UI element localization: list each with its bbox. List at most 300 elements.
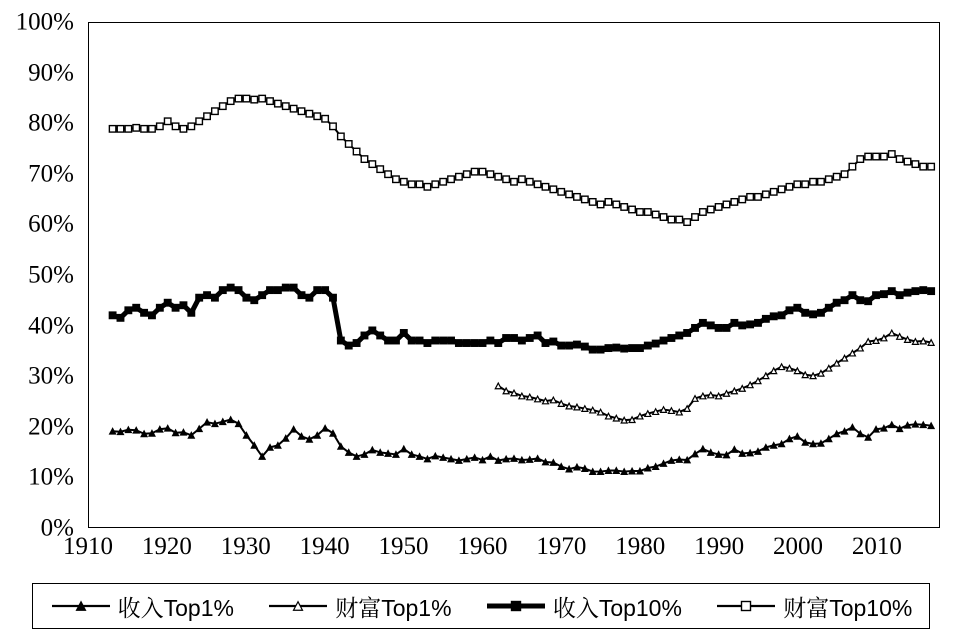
series-marker: [621, 469, 627, 475]
series-marker: [542, 340, 548, 346]
series-marker: [598, 469, 604, 475]
series-marker: [535, 456, 541, 462]
series-marker: [322, 116, 328, 122]
series-marker: [857, 297, 863, 303]
series-4: [109, 95, 934, 225]
series-line: [113, 99, 932, 222]
series-marker: [668, 408, 674, 414]
series-marker: [865, 298, 871, 304]
series-marker: [550, 397, 556, 403]
x-tick-label: 1960: [457, 533, 508, 560]
series-marker: [188, 310, 194, 316]
series-marker: [377, 450, 383, 456]
series-marker: [448, 456, 454, 462]
series-marker: [873, 292, 879, 298]
series-marker: [928, 163, 934, 169]
series-marker: [590, 469, 596, 475]
series-marker: [275, 287, 281, 293]
x-tick-label: 1930: [220, 533, 271, 560]
series-marker: [212, 294, 218, 300]
legend-item-label: 财富Top1%: [335, 594, 452, 621]
series-marker: [731, 388, 737, 394]
series-marker: [511, 335, 517, 341]
series-marker: [763, 445, 769, 451]
series-marker: [141, 126, 147, 132]
series-marker: [165, 425, 171, 431]
series-marker: [589, 346, 595, 352]
series-marker: [227, 284, 233, 290]
series-marker: [401, 330, 407, 336]
y-tick-label: 100%: [15, 8, 74, 36]
series-marker: [432, 181, 438, 187]
series-marker: [660, 337, 666, 343]
series-marker: [700, 393, 706, 399]
series-marker: [637, 345, 643, 351]
series-marker: [849, 163, 855, 169]
series-marker: [456, 173, 462, 179]
series-marker: [849, 292, 855, 298]
series-marker: [377, 166, 383, 172]
series-marker: [503, 176, 509, 182]
series-marker: [558, 342, 564, 348]
series-marker: [464, 456, 470, 462]
x-tick-label: 1910: [63, 533, 113, 560]
series-marker: [613, 468, 619, 474]
series-marker: [629, 468, 635, 474]
x-tick-label: 2000: [773, 533, 823, 560]
series-marker: [668, 458, 674, 464]
series-marker: [621, 417, 627, 423]
series-marker: [700, 320, 706, 326]
series-marker: [133, 125, 139, 131]
series-marker: [330, 123, 336, 129]
legend-item-2[interactable]: [267, 590, 451, 623]
series-marker: [873, 153, 879, 159]
x-tick-label: 1920: [141, 533, 192, 560]
series-marker: [235, 287, 241, 293]
series-marker: [133, 305, 139, 311]
series-marker: [794, 305, 800, 311]
series-marker: [495, 173, 501, 179]
series-marker: [416, 337, 422, 343]
series-marker: [550, 460, 556, 466]
series-marker: [723, 325, 729, 331]
series-marker: [220, 419, 226, 425]
series-marker: [912, 421, 918, 427]
series-marker: [440, 179, 446, 185]
series-marker: [786, 184, 792, 190]
series-marker: [440, 337, 446, 343]
series-marker: [385, 337, 391, 343]
series-marker: [896, 292, 902, 298]
series-marker: [110, 428, 116, 434]
series-marker: [653, 409, 659, 415]
series-marker: [755, 194, 761, 200]
series-marker: [629, 206, 635, 212]
series-marker: [534, 181, 540, 187]
legend-item-1[interactable]: [50, 590, 234, 623]
series-marker: [196, 118, 202, 124]
series-marker: [645, 209, 651, 215]
series-marker: [275, 100, 281, 106]
series-marker: [306, 294, 312, 300]
series-3: [109, 284, 934, 352]
series-marker: [535, 396, 541, 402]
series-marker: [582, 406, 588, 412]
series-marker: [889, 330, 895, 336]
series-marker: [818, 310, 824, 316]
series-marker: [361, 332, 367, 338]
series-marker: [574, 404, 580, 410]
series-marker: [779, 364, 785, 370]
series-marker: [401, 179, 407, 185]
plot-area: [88, 22, 940, 528]
series-marker: [511, 179, 517, 185]
series-marker: [495, 340, 501, 346]
series-marker: [810, 311, 816, 317]
series-marker: [660, 214, 666, 220]
series-marker: [172, 305, 178, 311]
series-marker: [290, 105, 296, 111]
series-marker: [408, 337, 414, 343]
y-tick-label: 70%: [28, 160, 74, 188]
series-marker: [204, 419, 210, 425]
series-marker: [125, 126, 131, 132]
series-marker: [802, 310, 808, 316]
series-marker: [715, 204, 721, 210]
series-marker: [928, 288, 934, 294]
series-marker: [613, 201, 619, 207]
series-marker: [322, 425, 328, 431]
series-marker: [637, 209, 643, 215]
series-marker: [550, 338, 556, 344]
series-marker: [574, 194, 580, 200]
series-marker: [582, 343, 588, 349]
series-marker: [393, 176, 399, 182]
series-marker: [471, 340, 477, 346]
series-marker: [834, 431, 840, 437]
series-marker: [912, 161, 918, 167]
series-marker: [802, 181, 808, 187]
series-marker: [810, 441, 816, 447]
series-marker: [117, 429, 123, 435]
series-marker: [464, 340, 470, 346]
series-marker: [598, 409, 604, 415]
series-marker: [747, 450, 753, 456]
y-tick-label: 40%: [28, 312, 74, 340]
series-marker: [503, 456, 509, 462]
series-marker: [708, 206, 714, 212]
series-marker: [456, 340, 462, 346]
series-marker: [794, 181, 800, 187]
series-marker: [794, 368, 800, 374]
series-marker: [723, 201, 729, 207]
y-tick-label: 60%: [28, 210, 74, 238]
series-marker: [235, 95, 241, 101]
series-marker: [369, 327, 375, 333]
series-marker: [920, 422, 926, 428]
series-marker: [487, 454, 493, 460]
series-marker: [141, 310, 147, 316]
series-marker: [786, 436, 792, 442]
series-marker: [920, 287, 926, 293]
series-marker: [472, 455, 478, 461]
series-marker: [645, 465, 651, 471]
series-marker: [353, 148, 359, 154]
series-marker: [881, 291, 887, 297]
series-marker: [511, 390, 517, 396]
series-marker: [479, 340, 485, 346]
series-marker: [251, 96, 257, 102]
series-marker: [731, 447, 737, 453]
series-marker: [259, 292, 265, 298]
series-marker: [283, 284, 289, 290]
series-marker: [889, 422, 895, 428]
series-marker: [865, 153, 871, 159]
series-marker: [149, 126, 155, 132]
series-marker: [597, 201, 603, 207]
series-marker: [582, 466, 588, 472]
series-marker: [905, 337, 911, 343]
series-marker: [424, 340, 430, 346]
series-marker: [621, 204, 627, 210]
series-marker: [149, 312, 155, 318]
legend-marker-icon: [267, 596, 329, 616]
series-marker: [715, 325, 721, 331]
series-marker: [841, 297, 847, 303]
x-tick-label: 1980: [615, 533, 666, 560]
series-marker: [212, 108, 218, 114]
y-tick-label: 80%: [28, 109, 74, 137]
series-marker: [708, 392, 714, 398]
series-marker: [330, 294, 336, 300]
series-marker: [786, 365, 792, 371]
series-marker: [220, 287, 226, 293]
series-marker: [519, 176, 525, 182]
series-marker: [778, 312, 784, 318]
series-marker: [424, 456, 430, 462]
series-marker: [747, 321, 753, 327]
series-marker: [818, 179, 824, 185]
series-marker: [629, 345, 635, 351]
series-marker: [637, 468, 643, 474]
series-marker: [582, 196, 588, 202]
series-marker: [432, 337, 438, 343]
series-marker: [928, 340, 934, 346]
series-marker: [613, 344, 619, 350]
x-axis: [63, 533, 940, 568]
series-marker: [401, 446, 407, 452]
series-marker: [314, 287, 320, 293]
series-marker: [566, 466, 572, 472]
series-marker: [157, 305, 163, 311]
series-marker: [912, 288, 918, 294]
y-tick-label: 50%: [28, 261, 74, 289]
series-marker: [227, 98, 233, 104]
series-marker: [661, 407, 667, 413]
series-marker: [849, 424, 855, 430]
series-marker: [716, 393, 722, 399]
series-marker: [164, 299, 170, 305]
series-marker: [385, 451, 391, 457]
series-1: [110, 417, 935, 475]
series-marker: [353, 340, 359, 346]
x-tick-label: 1940: [299, 533, 350, 560]
series-marker: [613, 415, 619, 421]
series-marker: [519, 457, 525, 463]
series-marker: [283, 103, 289, 109]
legend-item-label: 收入Top1%: [117, 594, 234, 621]
y-tick-label: 30%: [28, 362, 74, 390]
series-marker: [566, 191, 572, 197]
series-marker: [692, 396, 698, 402]
series-marker: [527, 457, 533, 463]
series-marker: [267, 287, 273, 293]
series-marker: [770, 189, 776, 195]
series-marker: [716, 452, 722, 458]
series-marker: [125, 307, 131, 313]
series-marker: [590, 407, 596, 413]
series-marker: [904, 158, 910, 164]
series-marker: [920, 338, 926, 344]
series-marker: [661, 461, 667, 467]
series-marker: [534, 332, 540, 338]
series-marker: [771, 443, 777, 449]
series-marker: [448, 337, 454, 343]
series-marker: [188, 123, 194, 129]
series-marker: [157, 426, 163, 432]
series-marker: [668, 335, 674, 341]
series-marker: [833, 299, 839, 305]
series-marker: [912, 339, 918, 345]
series-marker: [298, 108, 304, 114]
series-marker: [833, 173, 839, 179]
series-marker: [180, 302, 186, 308]
series-marker: [605, 468, 611, 474]
series-marker: [747, 194, 753, 200]
series-marker: [180, 126, 186, 132]
series-marker: [889, 288, 895, 294]
series-marker: [645, 411, 651, 417]
series-marker: [526, 335, 532, 341]
series-marker: [857, 156, 863, 162]
series-marker: [566, 342, 572, 348]
series-marker: [212, 421, 218, 427]
series-marker: [700, 209, 706, 215]
series-marker: [196, 294, 202, 300]
series-marker: [109, 126, 115, 132]
y-axis: [0, 8, 82, 542]
series-marker: [408, 181, 414, 187]
y-tick-label: 10%: [28, 463, 74, 491]
series-marker: [267, 445, 273, 451]
series-marker: [889, 151, 895, 157]
legend-item-3[interactable]: [485, 590, 682, 623]
series-marker: [904, 289, 910, 295]
y-tick-label: 20%: [28, 413, 74, 441]
series-marker: [133, 427, 139, 433]
series-marker: [928, 423, 934, 429]
series-marker: [204, 292, 210, 298]
series-marker: [794, 433, 800, 439]
series-marker: [243, 95, 249, 101]
series-marker: [204, 113, 210, 119]
series-marker: [589, 199, 595, 205]
y-tick-label: 0%: [40, 514, 74, 542]
series-marker: [361, 156, 367, 162]
series-marker: [763, 316, 769, 322]
series-marker: [267, 98, 273, 104]
series-marker: [487, 171, 493, 177]
series-marker: [668, 216, 674, 222]
series-marker: [487, 337, 493, 343]
series-marker: [692, 325, 698, 331]
legend-item-label: 收入Top10%: [552, 594, 682, 621]
series-marker: [810, 373, 816, 379]
series-marker: [724, 391, 730, 397]
legend-item-label: 财富Top10%: [783, 594, 913, 621]
series-marker: [810, 179, 816, 185]
series-marker: [653, 464, 659, 470]
series-marker: [676, 216, 682, 222]
series-marker: [448, 176, 454, 182]
series-marker: [566, 403, 572, 409]
series-marker: [645, 342, 651, 348]
series-marker: [652, 340, 658, 346]
series-marker: [125, 427, 131, 433]
series-marker: [180, 429, 186, 435]
series-marker: [637, 413, 643, 419]
series-marker: [905, 422, 911, 428]
series-marker: [873, 338, 879, 344]
series-marker: [621, 345, 627, 351]
series-marker: [117, 315, 123, 321]
series-marker: [220, 103, 226, 109]
series-marker: [652, 211, 658, 217]
series-marker: [345, 342, 351, 348]
series-marker: [385, 171, 391, 177]
series-marker: [739, 196, 745, 202]
series-marker: [424, 184, 430, 190]
series-marker: [322, 287, 328, 293]
series-marker: [290, 284, 296, 290]
series-marker: [684, 330, 690, 336]
legend-item-4[interactable]: [715, 590, 912, 623]
series-marker: [495, 383, 501, 389]
series-marker: [172, 123, 178, 129]
series-marker: [763, 191, 769, 197]
legend-marker-icon: [485, 596, 547, 616]
series-marker: [291, 426, 297, 432]
series-marker: [676, 332, 682, 338]
series-marker: [157, 123, 163, 129]
series-marker: [251, 297, 257, 303]
series-marker: [684, 219, 690, 225]
series-marker: [117, 126, 123, 132]
series-marker: [109, 312, 115, 318]
series-marker: [692, 214, 698, 220]
series-marker: [471, 168, 477, 174]
series-marker: [314, 113, 320, 119]
series-marker: [338, 337, 344, 343]
series-marker: [164, 118, 170, 124]
series-marker: [881, 153, 887, 159]
series-marker: [739, 322, 745, 328]
series-marker: [826, 176, 832, 182]
series-marker: [786, 307, 792, 313]
y-tick-label: 90%: [28, 59, 74, 87]
series-marker: [731, 320, 737, 326]
